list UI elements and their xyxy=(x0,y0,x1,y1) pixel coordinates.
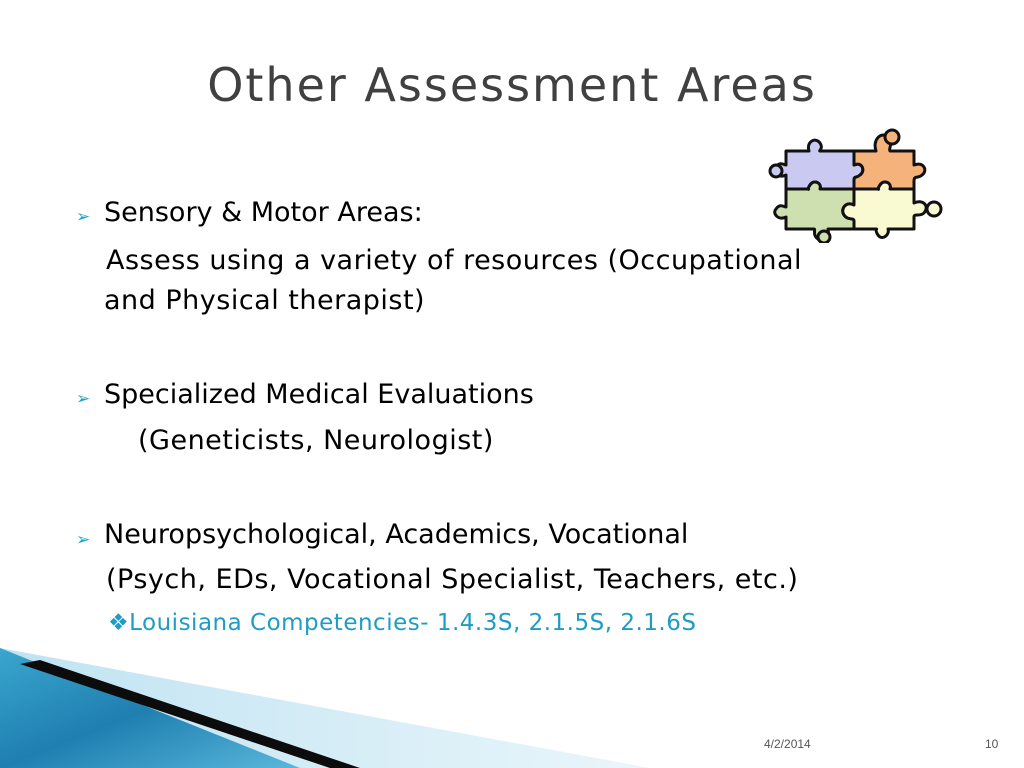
item-detail-line: and Physical therapist) xyxy=(104,285,426,316)
slide-title: Other Assessment Areas xyxy=(207,58,817,112)
item-heading-suffix: : xyxy=(413,197,423,228)
decorative-swoosh xyxy=(0,620,1024,768)
puzzle-tab xyxy=(818,231,830,243)
puzzle-tab xyxy=(885,130,899,144)
arrow-bullet-icon: ➢ xyxy=(76,207,91,227)
item-heading-neuropsych: Neuropsychological, Academics, Vocational xyxy=(104,519,689,550)
item-heading-medical-evaluations: Specialized Medical Evaluations xyxy=(104,379,534,410)
puzzle-tab xyxy=(770,165,782,177)
item-detail-line: (Geneticists, Neurologist) xyxy=(138,425,494,456)
arrow-bullet-icon: ➢ xyxy=(76,530,91,550)
item-detail-line: (Psych, EDs, Vocational Specialist, Teachers, etc.) xyxy=(106,564,799,595)
puzzle-piece-yellow xyxy=(843,182,926,237)
puzzle-pieces-icon xyxy=(764,125,944,243)
puzzle-tab xyxy=(927,202,941,216)
page-number: 10 xyxy=(985,737,999,751)
arrow-bullet-icon: ➢ xyxy=(76,389,91,409)
footer-date: 4/2/2014 xyxy=(764,737,811,751)
item-heading-sensory-motor xyxy=(104,197,423,228)
item-detail-line: Assess using a variety of resources (Occupational xyxy=(106,245,803,276)
item-heading-text: Sensory & Motor Areas xyxy=(104,197,414,228)
competencies-text: Louisiana Competencies- 1.4.3S, 2.1.5S, 2.1.6S xyxy=(129,610,697,636)
diamond-bullet-icon: ❖ xyxy=(108,610,130,636)
